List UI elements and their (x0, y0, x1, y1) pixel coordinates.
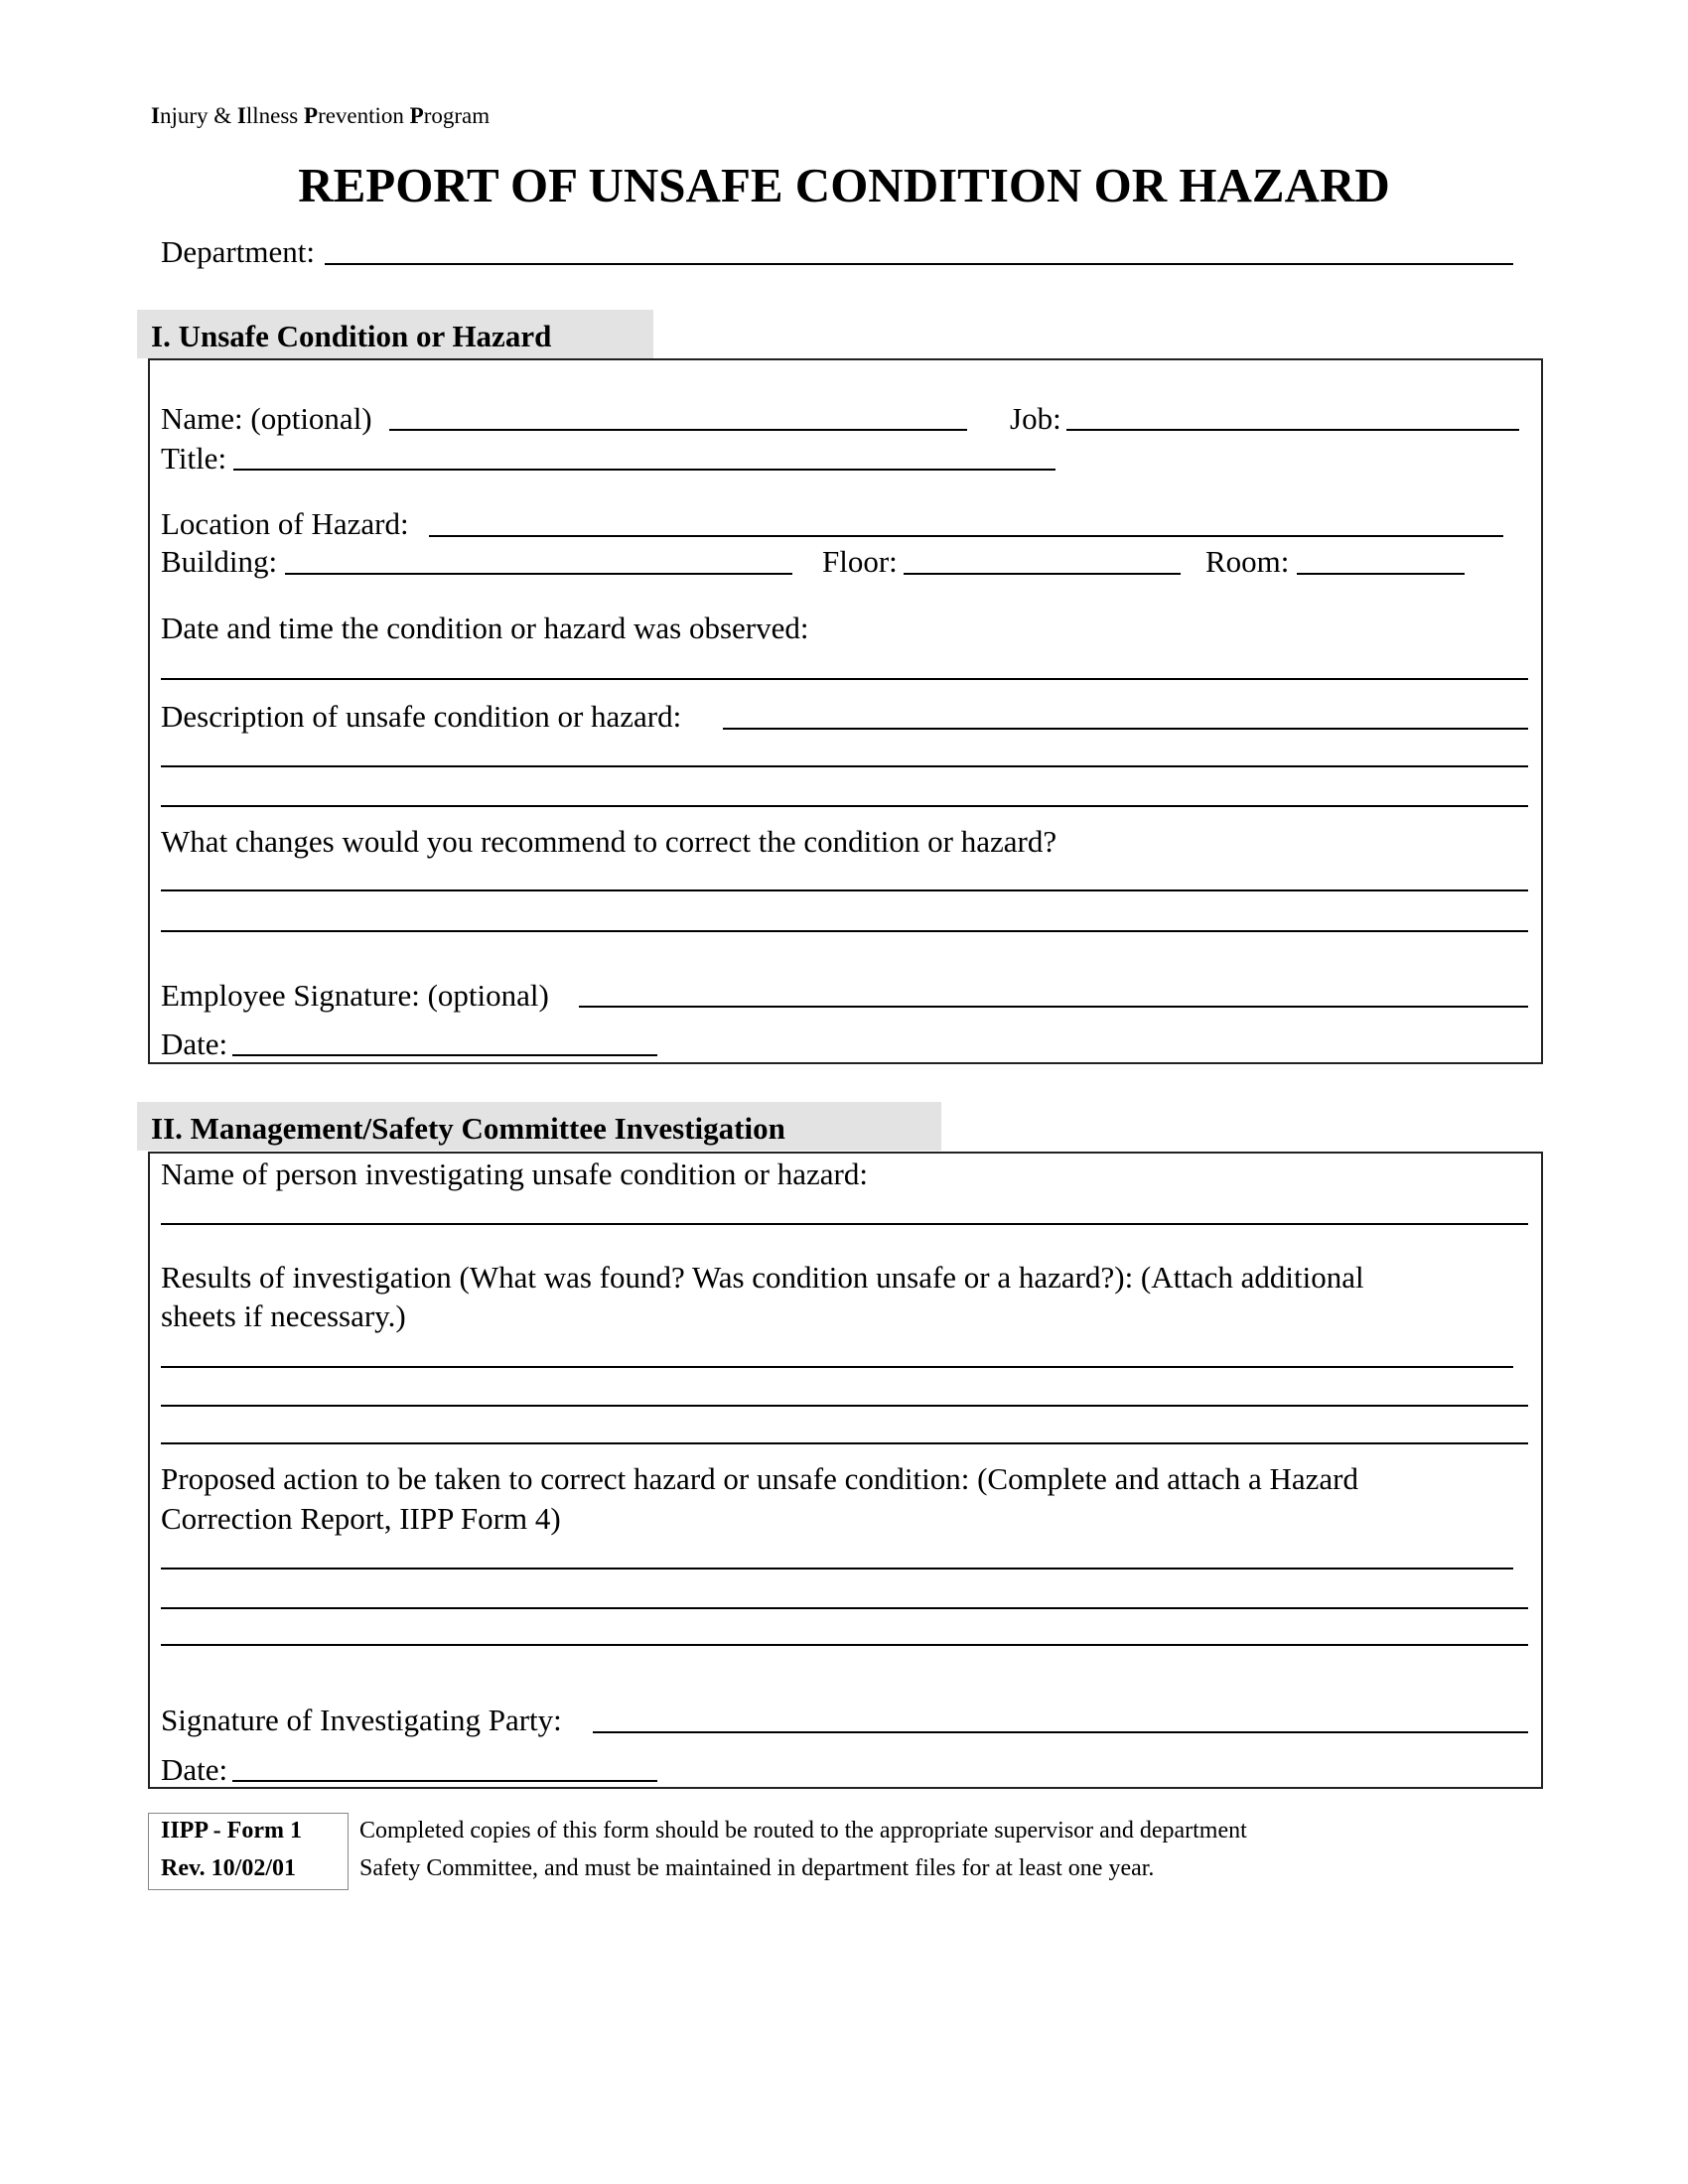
footer-note-line1: Completed copies of this form should be routed to the appropriate supervisor and department (359, 1818, 1247, 1843)
form-id: IIPP - Form 1 (161, 1818, 302, 1843)
program-name (151, 103, 490, 129)
results-field-line-2[interactable] (161, 1405, 1528, 1407)
description-field-line-1[interactable] (723, 728, 1528, 730)
location-field[interactable] (429, 535, 1503, 537)
proposed-field-line-2[interactable] (161, 1607, 1528, 1609)
recommend-field-line-1[interactable] (161, 889, 1528, 891)
recommend-label: What changes would you recommend to correct the condition or hazard? (161, 824, 1057, 859)
program-initial: I (151, 103, 160, 128)
program-word: revention (318, 103, 410, 128)
investigator-signature-label: Signature of Investigating Party: (161, 1703, 562, 1737)
results-label-line1: Results of investigation (What was found? Was condition unsafe or a hazard?): (Attach additional (161, 1260, 1364, 1295)
results-label-line2: sheets if necessary.) (161, 1298, 406, 1333)
footer-note-line2: Safety Committee, and must be maintained in department files for at least one year. (359, 1855, 1155, 1881)
location-label: Location of Hazard: (161, 506, 409, 541)
floor-label: Floor: (822, 544, 898, 579)
proposed-label-line2: Correction Report, IIPP Form 4) (161, 1501, 561, 1536)
datetime-field[interactable] (161, 678, 1528, 680)
department-field[interactable] (325, 263, 1513, 265)
title-label: Title: (161, 441, 227, 476)
building-field[interactable] (285, 573, 792, 575)
datetime-label: Date and time the condition or hazard was observed: (161, 611, 809, 645)
job-label: Job: (1010, 401, 1061, 436)
floor-field[interactable] (904, 573, 1181, 575)
investigator-date-label: Date: (161, 1752, 228, 1787)
proposed-label-line1: Proposed action to be taken to correct hazard or unsafe condition: (Complete and attach a Hazard (161, 1461, 1358, 1496)
recommend-field-line-2[interactable] (161, 930, 1528, 932)
name-label: Name: (optional) (161, 401, 372, 436)
name-field[interactable] (389, 429, 967, 431)
employee-date-field[interactable] (232, 1054, 657, 1056)
proposed-field-line-3[interactable] (161, 1644, 1528, 1646)
description-field-line-3[interactable] (161, 805, 1528, 807)
form-revision: Rev. 10/02/01 (161, 1855, 296, 1881)
description-label: Description of unsafe condition or hazard: (161, 699, 682, 734)
program-initial: P (304, 103, 319, 128)
investigator-signature-field[interactable] (593, 1731, 1528, 1733)
employee-date-label: Date: (161, 1026, 228, 1061)
employee-signature-label: Employee Signature: (optional) (161, 978, 549, 1013)
room-label: Room: (1205, 544, 1290, 579)
investigator-label: Name of person investigating unsafe condition or hazard: (161, 1157, 868, 1191)
results-field-line-1[interactable] (161, 1366, 1513, 1368)
description-field-line-2[interactable] (161, 765, 1528, 767)
program-word: rogram (423, 103, 491, 128)
job-field[interactable] (1066, 429, 1519, 431)
building-label: Building: (161, 544, 278, 579)
title-field[interactable] (233, 469, 1055, 471)
department-label: Department: (161, 234, 315, 269)
page-title: REPORT OF UNSAFE CONDITION OR HAZARD (298, 158, 1390, 212)
section1-heading: I. Unsafe Condition or Hazard (151, 319, 552, 353)
program-word: llness (245, 103, 304, 128)
employee-signature-field[interactable] (579, 1006, 1528, 1008)
proposed-field-line-1[interactable] (161, 1568, 1513, 1570)
investigator-date-field[interactable] (232, 1780, 657, 1782)
investigator-field[interactable] (161, 1223, 1528, 1225)
program-initial: I (236, 103, 246, 128)
program-initial: P (409, 103, 424, 128)
results-field-line-3[interactable] (161, 1442, 1528, 1444)
section2-heading: II. Management/Safety Committee Investigation (151, 1111, 785, 1146)
room-field[interactable] (1297, 573, 1465, 575)
program-word: njury & (159, 103, 237, 128)
